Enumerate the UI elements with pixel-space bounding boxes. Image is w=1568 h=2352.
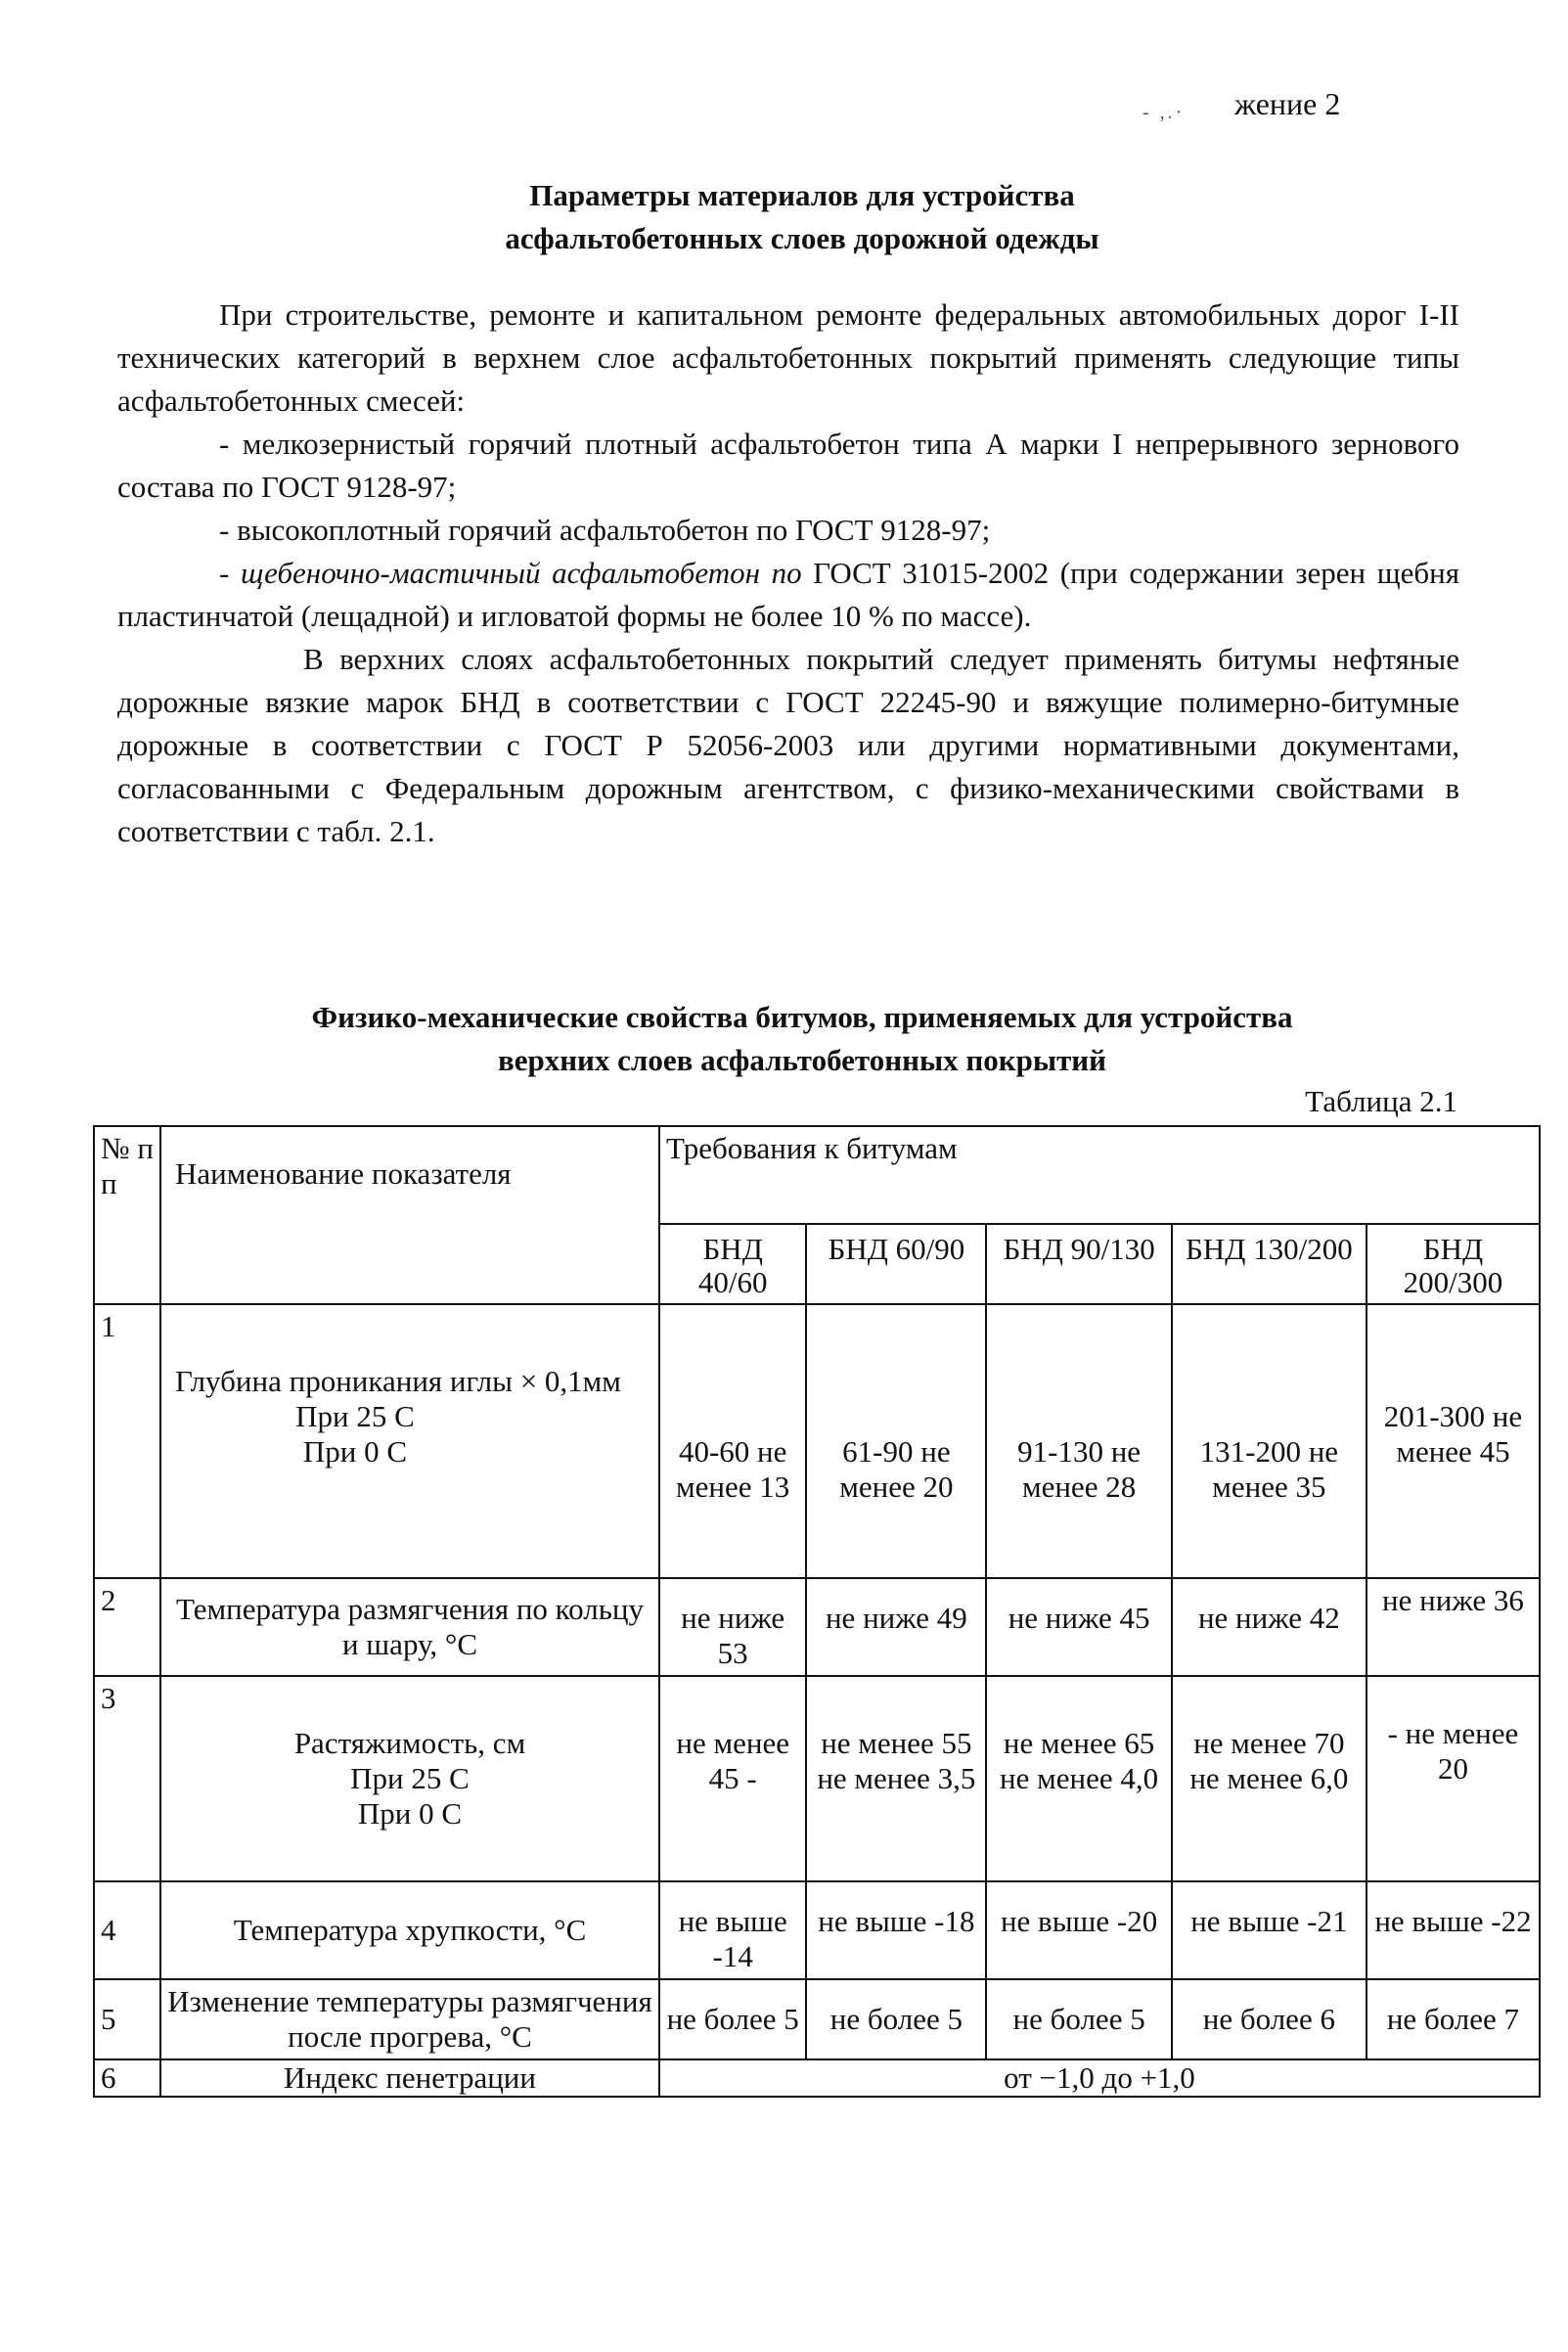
row-subcondition: При 25 С xyxy=(295,1399,415,1433)
list-item xyxy=(117,552,1459,638)
row-name-text: Глубина проникания иглы × 0,1мм xyxy=(175,1364,621,1398)
table-cell: 40-60 не менее 13 xyxy=(659,1304,806,1578)
table-row xyxy=(94,1979,1540,2059)
row-name xyxy=(160,1676,659,1881)
table-label: Таблица 2.1 xyxy=(1305,1084,1457,1118)
col-header-num: № п п xyxy=(94,1126,160,1304)
table-cell: - не менее 20 xyxy=(1366,1676,1540,1881)
row-name xyxy=(160,1304,659,1578)
row-num: 6 xyxy=(94,2059,160,2097)
row-num: 3 xyxy=(94,1676,160,1881)
row-num: 1 xyxy=(94,1304,160,1578)
table-cell: не ниже 53 xyxy=(659,1578,806,1676)
appendix-label: жение 2 xyxy=(1234,86,1341,121)
table-cell: не выше -20 xyxy=(986,1881,1171,1979)
body-text xyxy=(117,294,1459,853)
table-row xyxy=(94,1578,1540,1676)
list-item: - высокоплотный горячий асфальтобетон по ГОСТ 9128-97; xyxy=(219,513,991,547)
row-num: 5 xyxy=(94,1979,160,2059)
table-cell: не ниже 49 xyxy=(806,1578,986,1676)
table-cell: не менее 55 не менее 3,5 xyxy=(806,1676,986,1881)
table-cell: не ниже 36 xyxy=(1366,1578,1540,1676)
table-cell: не ниже 45 xyxy=(986,1578,1171,1676)
row-name: Изменение температуры размягчения после прогрева, °С xyxy=(160,1979,659,2059)
table-row xyxy=(94,1881,1540,1979)
row-name-text: Растяжимость, см xyxy=(293,1726,526,1760)
page-title-line2: асфальтобетонных слоев дорожной одежды xyxy=(505,221,1099,255)
table-cell: 201-300 не менее 45 xyxy=(1366,1304,1540,1578)
row-name: Температура размягчения по кольцу и шару, °С xyxy=(160,1578,659,1676)
col-header-name xyxy=(160,1126,659,1304)
table-cell: не более 5 xyxy=(986,1979,1171,2059)
grade-header: БНД 90/130 xyxy=(986,1224,1171,1304)
table-row xyxy=(94,1304,1540,1578)
table-cell: не ниже 42 xyxy=(1172,1578,1366,1676)
intro-paragraph: При строительстве, ремонте и капитальном ремонте федеральных автомобильных дорог I-II технических категорий в верхнем слое асфальтобетонных покрытий применять следующие типы асфальтобетонных смесей: xyxy=(117,297,1459,418)
row-name: Температура хрупкости, °С xyxy=(160,1881,659,1979)
page-title xyxy=(147,174,1457,260)
table-cell: не более 7 xyxy=(1366,1979,1540,2059)
list-item-prefix: - xyxy=(219,556,241,590)
table-row xyxy=(94,2059,1540,2097)
row-num: 4 xyxy=(94,1881,160,1979)
table-title xyxy=(147,996,1457,1082)
col-header-requirements xyxy=(659,1126,1540,1224)
grade-header: БНД 200/300 xyxy=(1366,1224,1540,1304)
row-subcondition: При 25 С xyxy=(350,1761,470,1795)
row-name: Индекс пенетрации xyxy=(160,2059,659,2097)
table-cell: не менее 65 не менее 4,0 xyxy=(986,1676,1171,1881)
list-item-italic: щебеночно-мастичный асфальтобетон по xyxy=(240,556,802,590)
table-cell: не менее 70 не менее 6,0 xyxy=(1172,1676,1366,1881)
table-cell: 131-200 не менее 35 xyxy=(1172,1304,1366,1578)
table-cell: 91-130 не менее 28 xyxy=(986,1304,1171,1578)
table-row xyxy=(94,1676,1540,1881)
row-subcondition: При 0 С xyxy=(302,1434,408,1469)
table-cell: не выше -21 xyxy=(1172,1881,1366,1979)
row-subcondition: При 0 С xyxy=(357,1796,463,1831)
list-item-rest: ГОСТ 31015-2002 (при содержании зерен щебня пластинчатой (лещадной) и игловатой формы не более 10 % по массе). xyxy=(117,556,1459,633)
table-cell: не менее 45 - xyxy=(659,1676,806,1881)
grade-header: БНД 130/200 xyxy=(1172,1224,1366,1304)
col-header-name-text: Наименование показателя xyxy=(175,1156,512,1191)
grade-header: БНД 60/90 xyxy=(806,1224,986,1304)
table-title-line1: Физико-механические свойства битумов, применяемых для устройства xyxy=(311,1000,1293,1034)
list-item: - мелкозернистый горячий плотный асфальтобетон типа А марки I непрерывного зернового состава по ГОСТ 9128-97; xyxy=(117,427,1459,504)
table-title-line2: верхних слоев асфальтобетонных покрытий xyxy=(497,1043,1107,1077)
row-num: 2 xyxy=(94,1578,160,1676)
table-cell: не выше -22 xyxy=(1366,1881,1540,1979)
table-cell: не более 6 xyxy=(1172,1979,1366,2059)
table-cell: от −1,0 до +1,0 xyxy=(659,2059,1540,2097)
page-title-line1: Параметры материалов для устройства xyxy=(529,178,1075,212)
col-header-requirements-text: Требования к битумам xyxy=(666,1131,958,1165)
table-cell: не выше -18 xyxy=(806,1881,986,1979)
bitumen-paragraph: В верхних слоях асфальтобетонных покрытий следует применять битумы нефтяные дорожные вязкие марок БНД в соответствии с ГОСТ 22245-90 и вяжущие полимерно-битумные дорожные в соответствии с ГОСТ Р 52056-2003 или другими нормативными документами, согласованными с Федеральным дорожным агентством, с физико-механическими свойствами в соответствии с табл. 2.1. xyxy=(117,642,1459,848)
scan-smudge: - ,.· xyxy=(1142,102,1186,123)
table-cell: не более 5 xyxy=(659,1979,806,2059)
table-cell: не выше -14 xyxy=(659,1881,806,1979)
grade-header: БНД 40/60 xyxy=(659,1224,806,1304)
table-cell: не более 5 xyxy=(806,1979,986,2059)
table-header-row xyxy=(94,1126,1540,1224)
table-cell: 61-90 не менее 20 xyxy=(806,1304,986,1578)
bitumen-properties-table xyxy=(93,1125,1541,2098)
